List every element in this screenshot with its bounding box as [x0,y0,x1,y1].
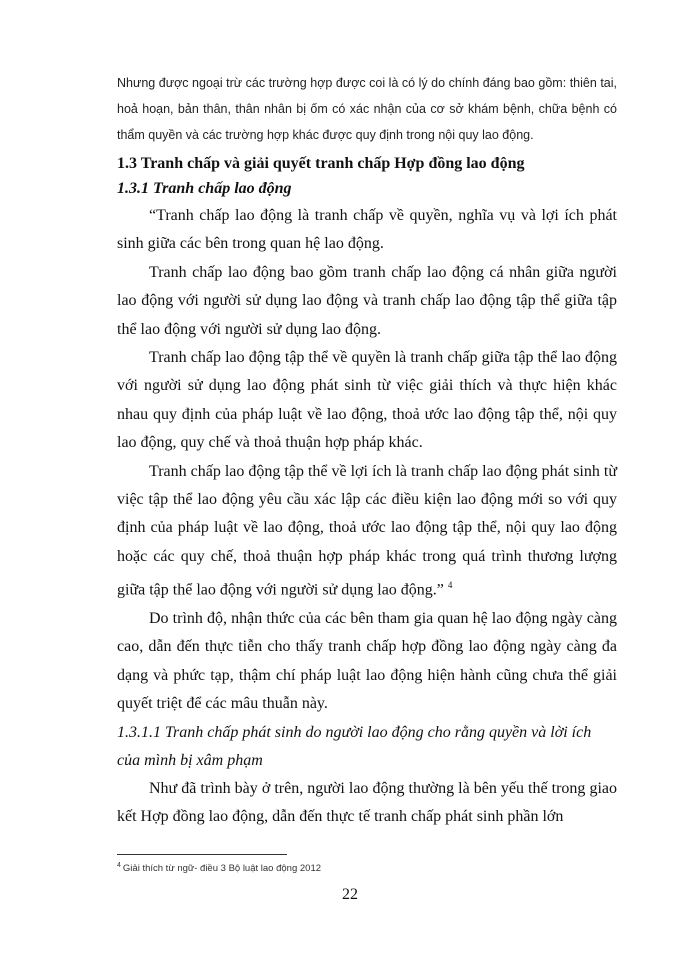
intro-paragraph: Nhưng được ngoại trừ các trường hợp được coi là có lý do chính đáng bao gồm: thiên tai, hoả hoạn, bản thân, thân nhân bị ốm có xác nhận của cơ sở khám bệnh, chữa bệnh có thẩm quyền và các trường hợp khác được quy định trong nội quy lao động. [117,76,617,142]
footnote-text: Giải thích từ ngữ- điều 3 Bộ luật lao động 2012 [122,863,322,875]
footnote-divider [117,854,287,855]
subsection-heading: 1.3.1 Tranh chấp lao động [117,180,292,197]
page-number: 22 [342,886,358,903]
footnote [117,862,321,874]
footnote-number: 4 [117,862,121,869]
paragraph-2: Tranh chấp lao động bao gồm tranh chấp lao động cá nhân giữa người lao động với người sử dụng lao động và tranh chấp lao động tập thể giữa tập thể lao động với người sử dụng lao động. [117,263,617,338]
section-heading: 1.3 Tranh chấp và giải quyết tranh chấp Hợp đồng lao động [117,155,525,172]
paragraph-1: “Tranh chấp lao động là tranh chấp về quyền, nghĩa vụ và lợi ích phát sinh giữa các bên trong quan hệ lao động. [117,207,617,253]
paragraph-4 [117,458,617,605]
document-page [117,70,617,831]
footnote-reference: 4 [447,580,453,591]
paragraph-3: Tranh chấp lao động tập thể về quyền là tranh chấp giữa tập thể lao động với người sử dụng lao động phát sinh từ việc giải thích và thực hiện khác nhau quy định của pháp luật về lao động, thoả ước lao động tập thể, nội quy lao động, quy chế và thoả thuận hợp pháp khác. [117,349,617,452]
paragraph-4-text: Tranh chấp lao động tập thể về lợi ích là tranh chấp lao động phát sinh từ việc tập thể lao động yêu cầu xác lập các điều kiện lao động mới so với quy định của pháp luật về lao động, thoả ước lao động tập thể, nội quy lao động hoặc các quy chế, thoả thuận hợp pháp khác trong quá trình thương lượng giữa tập thể lao động với người sử dụng lao động.” [117,462,617,599]
paragraph-5: Do trình độ, nhận thức của các bên tham gia quan hệ lao động ngày càng cao, dẫn đến thực tiễn cho thấy tranh chấp hợp đồng lao động ngày càng đa dạng và phức tạp, thậm chí pháp luật lao động hiện hành cũng chưa thể giải quyết triệt để các mâu thuẫn này. [117,610,617,713]
last-paragraph: Như đã trình bày ở trên, người lao động thường là bên yếu thế trong giao kết Hợp đồng lao động, dẫn đến thực tế tranh chấp phát sinh phần lớn [117,779,617,826]
subsubsection-heading: 1.3.1.1 Tranh chấp phát sinh do người lao động cho rằng quyền và lời ích của mình bị xâm phạm [117,723,592,769]
